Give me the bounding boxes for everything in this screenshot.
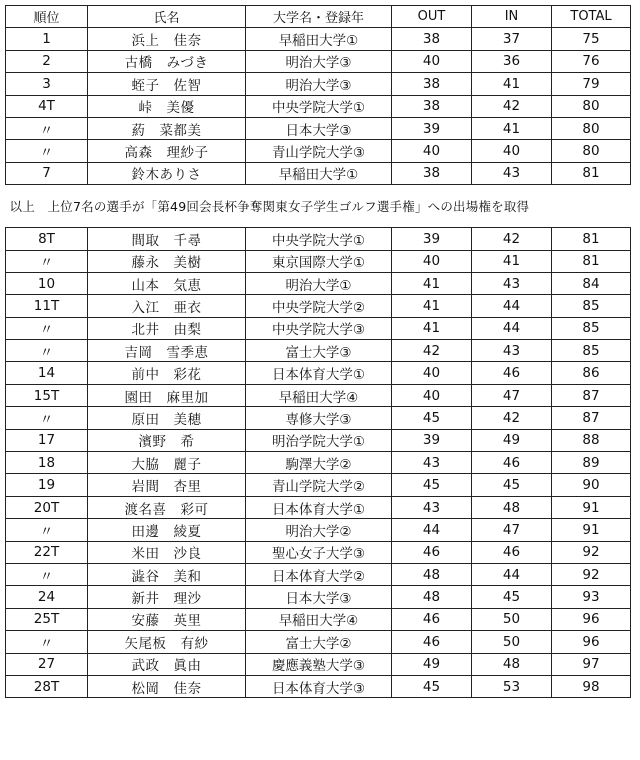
out-score: 40 xyxy=(392,362,472,384)
total-score: 96 xyxy=(552,631,631,653)
total-score: 97 xyxy=(552,653,631,675)
player-name: 浜上 佳奈 xyxy=(88,28,246,50)
university-cell: 明治大学① xyxy=(246,272,392,294)
rank-cell: 20T xyxy=(6,496,88,518)
in-score: 43 xyxy=(472,340,552,362)
university-cell: 富士大学② xyxy=(246,631,392,653)
out-score: 45 xyxy=(392,675,472,697)
rank-cell: 〃 xyxy=(6,563,88,585)
in-score: 49 xyxy=(472,429,552,451)
player-name: 松岡 佳奈 xyxy=(88,675,246,697)
out-score: 38 xyxy=(392,162,472,184)
rank-cell: 28T xyxy=(6,675,88,697)
university-cell: 青山学院大学③ xyxy=(246,140,392,162)
out-score: 46 xyxy=(392,631,472,653)
player-name: 田邊 綾夏 xyxy=(88,519,246,541)
table-row xyxy=(6,95,631,117)
qualification-note: 以上 上位7名の選手が「第49回会長杯争奪関東女子学生ゴルフ選手権」への出場権を取得 xyxy=(6,185,631,228)
in-score: 40 xyxy=(472,140,552,162)
university-cell: 駒澤大学② xyxy=(246,452,392,474)
in-score: 50 xyxy=(472,631,552,653)
header-in: IN xyxy=(472,6,552,28)
total-score: 85 xyxy=(552,317,631,339)
rank-cell: 19 xyxy=(6,474,88,496)
table-row xyxy=(6,631,631,653)
total-score: 84 xyxy=(552,272,631,294)
in-score: 48 xyxy=(472,496,552,518)
rank-cell: 15T xyxy=(6,384,88,406)
out-score: 38 xyxy=(392,95,472,117)
total-score: 76 xyxy=(552,50,631,72)
rank-cell: 〃 xyxy=(6,250,88,272)
rank-cell: 17 xyxy=(6,429,88,451)
table-row xyxy=(6,519,631,541)
rank-cell: 24 xyxy=(6,586,88,608)
table-row xyxy=(6,50,631,72)
player-name: 高森 理紗子 xyxy=(88,140,246,162)
player-name: 間取 千尋 xyxy=(88,228,246,250)
university-cell: 日本体育大学① xyxy=(246,362,392,384)
university-cell: 慶應義塾大学③ xyxy=(246,653,392,675)
total-score: 92 xyxy=(552,563,631,585)
in-score: 50 xyxy=(472,608,552,630)
table-row xyxy=(6,362,631,384)
in-score: 46 xyxy=(472,541,552,563)
out-score: 45 xyxy=(392,474,472,496)
out-score: 46 xyxy=(392,541,472,563)
out-score: 39 xyxy=(392,117,472,139)
in-score: 44 xyxy=(472,295,552,317)
out-score: 40 xyxy=(392,250,472,272)
in-score: 46 xyxy=(472,452,552,474)
university-cell: 明治大学② xyxy=(246,519,392,541)
player-name: 山本 気恵 xyxy=(88,272,246,294)
rank-cell: 1 xyxy=(6,28,88,50)
in-score: 37 xyxy=(472,28,552,50)
table-row xyxy=(6,496,631,518)
university-cell: 早稲田大学④ xyxy=(246,384,392,406)
player-name: 蛭子 佐智 xyxy=(88,73,246,95)
header-name: 氏名 xyxy=(88,6,246,28)
in-score: 44 xyxy=(472,563,552,585)
university-cell: 東京国際大学① xyxy=(246,250,392,272)
player-name: 入江 亜衣 xyxy=(88,295,246,317)
in-score: 36 xyxy=(472,50,552,72)
player-name: 前中 彩花 xyxy=(88,362,246,384)
results-table xyxy=(5,5,631,698)
table-header-row xyxy=(6,6,631,28)
total-score: 81 xyxy=(552,162,631,184)
player-name: 園田 麻里加 xyxy=(88,384,246,406)
out-score: 42 xyxy=(392,340,472,362)
out-score: 43 xyxy=(392,452,472,474)
table-row xyxy=(6,162,631,184)
player-name: 岩間 杏里 xyxy=(88,474,246,496)
university-cell: 富士大学③ xyxy=(246,340,392,362)
university-cell: 専修大学③ xyxy=(246,407,392,429)
table-row xyxy=(6,452,631,474)
total-score: 86 xyxy=(552,362,631,384)
player-name: 葯 菜都美 xyxy=(88,117,246,139)
rank-cell: 2 xyxy=(6,50,88,72)
table-row xyxy=(6,653,631,675)
university-cell: 中央学院大学① xyxy=(246,228,392,250)
out-score: 40 xyxy=(392,384,472,406)
total-score: 85 xyxy=(552,340,631,362)
total-score: 88 xyxy=(552,429,631,451)
header-university: 大学名・登録年 xyxy=(246,6,392,28)
out-score: 46 xyxy=(392,608,472,630)
table-row xyxy=(6,541,631,563)
header-rank: 順位 xyxy=(6,6,88,28)
player-name: 北井 由梨 xyxy=(88,317,246,339)
in-score: 41 xyxy=(472,73,552,95)
player-name: 峠 美優 xyxy=(88,95,246,117)
total-score: 79 xyxy=(552,73,631,95)
out-score: 44 xyxy=(392,519,472,541)
rank-cell: 22T xyxy=(6,541,88,563)
university-cell: 日本大学③ xyxy=(246,586,392,608)
in-score: 42 xyxy=(472,407,552,429)
university-cell: 明治大学③ xyxy=(246,50,392,72)
player-name: 米田 沙良 xyxy=(88,541,246,563)
total-score: 81 xyxy=(552,250,631,272)
player-name: 安藤 英里 xyxy=(88,608,246,630)
university-cell: 早稲田大学④ xyxy=(246,608,392,630)
table-row xyxy=(6,675,631,697)
table-row xyxy=(6,73,631,95)
out-score: 39 xyxy=(392,228,472,250)
total-score: 87 xyxy=(552,407,631,429)
out-score: 40 xyxy=(392,140,472,162)
university-cell: 日本大学③ xyxy=(246,117,392,139)
header-out: OUT xyxy=(392,6,472,28)
in-score: 45 xyxy=(472,586,552,608)
total-score: 81 xyxy=(552,228,631,250)
out-score: 38 xyxy=(392,28,472,50)
table-row xyxy=(6,474,631,496)
rank-cell: 7 xyxy=(6,162,88,184)
header-total: TOTAL xyxy=(552,6,631,28)
rank-cell: 〃 xyxy=(6,631,88,653)
table-row xyxy=(6,340,631,362)
university-cell: 日本体育大学① xyxy=(246,496,392,518)
player-name: 渡名喜 彩可 xyxy=(88,496,246,518)
total-score: 85 xyxy=(552,295,631,317)
university-cell: 中央学院大学① xyxy=(246,95,392,117)
player-name: 原田 美穂 xyxy=(88,407,246,429)
table-row xyxy=(6,384,631,406)
table-row xyxy=(6,429,631,451)
university-cell: 日本体育大学② xyxy=(246,563,392,585)
player-name: 新井 理沙 xyxy=(88,586,246,608)
player-name: 鈴木ありさ xyxy=(88,162,246,184)
table-row xyxy=(6,407,631,429)
out-score: 39 xyxy=(392,429,472,451)
player-name: 古橋 みづき xyxy=(88,50,246,72)
total-score: 93 xyxy=(552,586,631,608)
table-row xyxy=(6,295,631,317)
university-cell: 明治学院大学① xyxy=(246,429,392,451)
rank-cell: 18 xyxy=(6,452,88,474)
player-name: 藤永 美樹 xyxy=(88,250,246,272)
in-score: 47 xyxy=(472,384,552,406)
player-name: 武政 眞由 xyxy=(88,653,246,675)
in-score: 41 xyxy=(472,250,552,272)
results-table-body xyxy=(6,6,631,698)
rank-cell: 27 xyxy=(6,653,88,675)
university-cell: 中央学院大学② xyxy=(246,295,392,317)
out-score: 40 xyxy=(392,50,472,72)
table-row xyxy=(6,272,631,294)
table-row xyxy=(6,228,631,250)
university-cell: 聖心女子大学③ xyxy=(246,541,392,563)
table-row xyxy=(6,563,631,585)
out-score: 48 xyxy=(392,563,472,585)
in-score: 41 xyxy=(472,117,552,139)
rank-cell: 〃 xyxy=(6,117,88,139)
rank-cell: 4T xyxy=(6,95,88,117)
out-score: 41 xyxy=(392,272,472,294)
in-score: 42 xyxy=(472,95,552,117)
table-row xyxy=(6,140,631,162)
university-cell: 早稲田大学① xyxy=(246,28,392,50)
rank-cell: 〃 xyxy=(6,519,88,541)
table-row xyxy=(6,317,631,339)
university-cell: 中央学院大学③ xyxy=(246,317,392,339)
player-name: 大脇 麗子 xyxy=(88,452,246,474)
total-score: 80 xyxy=(552,117,631,139)
out-score: 38 xyxy=(392,73,472,95)
out-score: 43 xyxy=(392,496,472,518)
total-score: 91 xyxy=(552,519,631,541)
in-score: 48 xyxy=(472,653,552,675)
in-score: 46 xyxy=(472,362,552,384)
rank-cell: 〃 xyxy=(6,407,88,429)
university-cell: 日本体育大学③ xyxy=(246,675,392,697)
rank-cell: 25T xyxy=(6,608,88,630)
rank-cell: 3 xyxy=(6,73,88,95)
table-row xyxy=(6,586,631,608)
results-sheet xyxy=(5,5,630,698)
in-score: 53 xyxy=(472,675,552,697)
total-score: 80 xyxy=(552,95,631,117)
in-score: 42 xyxy=(472,228,552,250)
rank-cell: 〃 xyxy=(6,317,88,339)
player-name: 吉岡 雪季恵 xyxy=(88,340,246,362)
total-score: 98 xyxy=(552,675,631,697)
out-score: 41 xyxy=(392,295,472,317)
total-score: 75 xyxy=(552,28,631,50)
rank-cell: 14 xyxy=(6,362,88,384)
rank-cell: 11T xyxy=(6,295,88,317)
rank-cell: 〃 xyxy=(6,340,88,362)
total-score: 80 xyxy=(552,140,631,162)
table-row xyxy=(6,28,631,50)
total-score: 92 xyxy=(552,541,631,563)
total-score: 87 xyxy=(552,384,631,406)
player-name: 澁谷 美和 xyxy=(88,563,246,585)
in-score: 43 xyxy=(472,272,552,294)
out-score: 49 xyxy=(392,653,472,675)
in-score: 44 xyxy=(472,317,552,339)
rank-cell: 10 xyxy=(6,272,88,294)
total-score: 96 xyxy=(552,608,631,630)
player-name: 濱野 希 xyxy=(88,429,246,451)
in-score: 45 xyxy=(472,474,552,496)
qualification-note-row xyxy=(6,185,631,228)
total-score: 89 xyxy=(552,452,631,474)
university-cell: 早稲田大学① xyxy=(246,162,392,184)
in-score: 43 xyxy=(472,162,552,184)
total-score: 90 xyxy=(552,474,631,496)
out-score: 48 xyxy=(392,586,472,608)
in-score: 47 xyxy=(472,519,552,541)
university-cell: 青山学院大学② xyxy=(246,474,392,496)
player-name: 矢尾板 有紗 xyxy=(88,631,246,653)
total-score: 91 xyxy=(552,496,631,518)
rank-cell: 〃 xyxy=(6,140,88,162)
out-score: 45 xyxy=(392,407,472,429)
out-score: 41 xyxy=(392,317,472,339)
table-row xyxy=(6,250,631,272)
table-row xyxy=(6,608,631,630)
table-row xyxy=(6,117,631,139)
university-cell: 明治大学③ xyxy=(246,73,392,95)
rank-cell: 8T xyxy=(6,228,88,250)
